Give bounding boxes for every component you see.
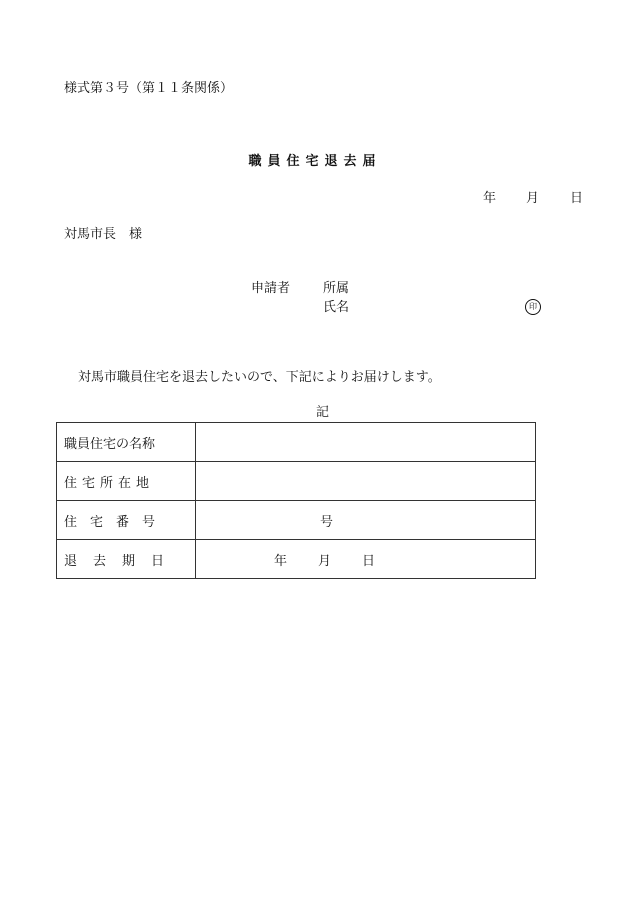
ki-label: 記 [316,405,330,420]
addressee: 対馬市長 様 [64,227,143,242]
date-month-label: 月 [526,191,540,206]
housing-name-label: 職員住宅の名称 [57,423,196,462]
date-year-label: 年 [483,191,497,206]
move-out-date-value[interactable] [196,540,536,579]
name-label: 氏名 [323,300,350,315]
document-title: 職員住宅退去届 [248,154,382,169]
move-out-year-label: 年 [274,553,288,569]
housing-name-value[interactable] [196,423,536,462]
seal-icon: 印 [525,299,541,315]
table-row [57,501,536,540]
table-row [57,462,536,501]
form-number: 様式第３号（第１１条関係） [64,81,234,96]
table-row [57,423,536,462]
date-day-label: 日 [570,191,584,206]
table-row [57,540,536,579]
move-out-day-label: 日 [362,553,376,569]
info-table [56,422,536,579]
affiliation-label: 所属 [323,281,350,296]
housing-number-label: 住宅番号 [57,501,196,540]
housing-address-label: 住宅所在地 [57,462,196,501]
applicant-label: 申請者 [251,281,291,296]
move-out-month-label: 月 [318,553,332,569]
housing-number-value[interactable]: 号 [196,501,536,540]
move-out-date-label: 退去期日 [57,540,196,579]
body-text: 対馬市職員住宅を退去したいので、下記によりお届けします。 [78,370,441,385]
housing-address-value[interactable] [196,462,536,501]
